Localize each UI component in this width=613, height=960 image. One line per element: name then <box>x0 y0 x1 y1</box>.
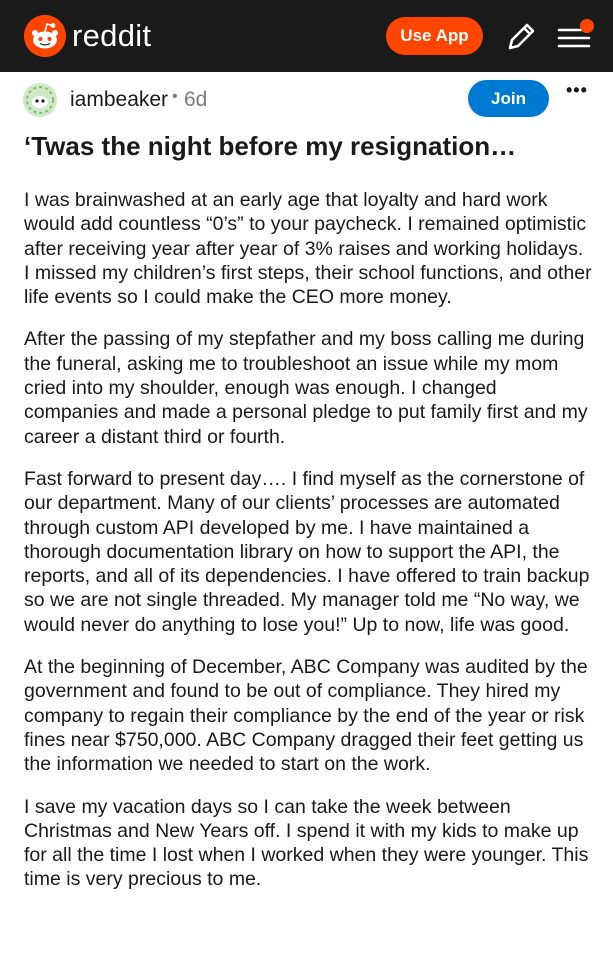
post-paragraph: After the passing of my stepfather and my boss calling me during the funeral, asking me to troubleshoot an issue while my mom cried into my shoulder, enough was enough. I changed companies and made a personal pledge to put family first and my career a distant third or fourth. <box>24 328 588 448</box>
join-button[interactable]: Join <box>468 80 549 117</box>
meta-separator: • <box>172 88 178 105</box>
reddit-wordmark: reddit <box>72 18 152 53</box>
post-body <box>24 188 594 910</box>
reddit-logo[interactable] <box>24 14 151 58</box>
top-bar <box>0 0 613 72</box>
post-paragraph: I save my vacation days so I can take the week between Christmas and New Years off. I spend it with my kids to make up for all the time I lost when I worked when they were younger. This time is very precious to me. <box>24 795 589 891</box>
menu-icon[interactable] <box>556 18 596 54</box>
reddit-logo-icon <box>24 15 66 57</box>
subreddit-avatar[interactable] <box>23 83 57 117</box>
post-paragraph: Fast forward to present day…. I find myself as the cornerstone of our department. Many of our clients’ processes are automated through custom API developed by me. I have maintained a thorough documentation library on how to support the API, the reports, and all of its dependencies. I have offered to train backup so we are not single threaded. My manager told me “No way, we would never do anything to lose you!” Up to now, life was good. <box>24 467 590 636</box>
post-title: ‘Twas the night before my resignation… <box>24 131 517 161</box>
post-author[interactable]: iambeaker <box>70 88 169 111</box>
post-paragraph: At the beginning of December, ABC Company was audited by the government and found to be out of compliance. They hired my company to regain their compliance by the end of the year or risk fines near $750,000. ABC Company dragged their feet getting us the information we needed to start on the work. <box>24 656 588 776</box>
pencil-icon[interactable] <box>504 20 538 54</box>
more-options-icon[interactable]: ••• <box>566 80 588 100</box>
use-app-button[interactable]: Use App <box>386 17 483 55</box>
post-age: 6d <box>184 88 208 111</box>
post-paragraph: I was brainwashed at an early age that loyalty and hard work would add countless “0’s” to your paycheck. I remained optimistic after receiving year after year of 3% raises and working holidays. I missed my children’s first steps, their school functions, and other life events so I could make the CEO more money. <box>24 189 592 309</box>
